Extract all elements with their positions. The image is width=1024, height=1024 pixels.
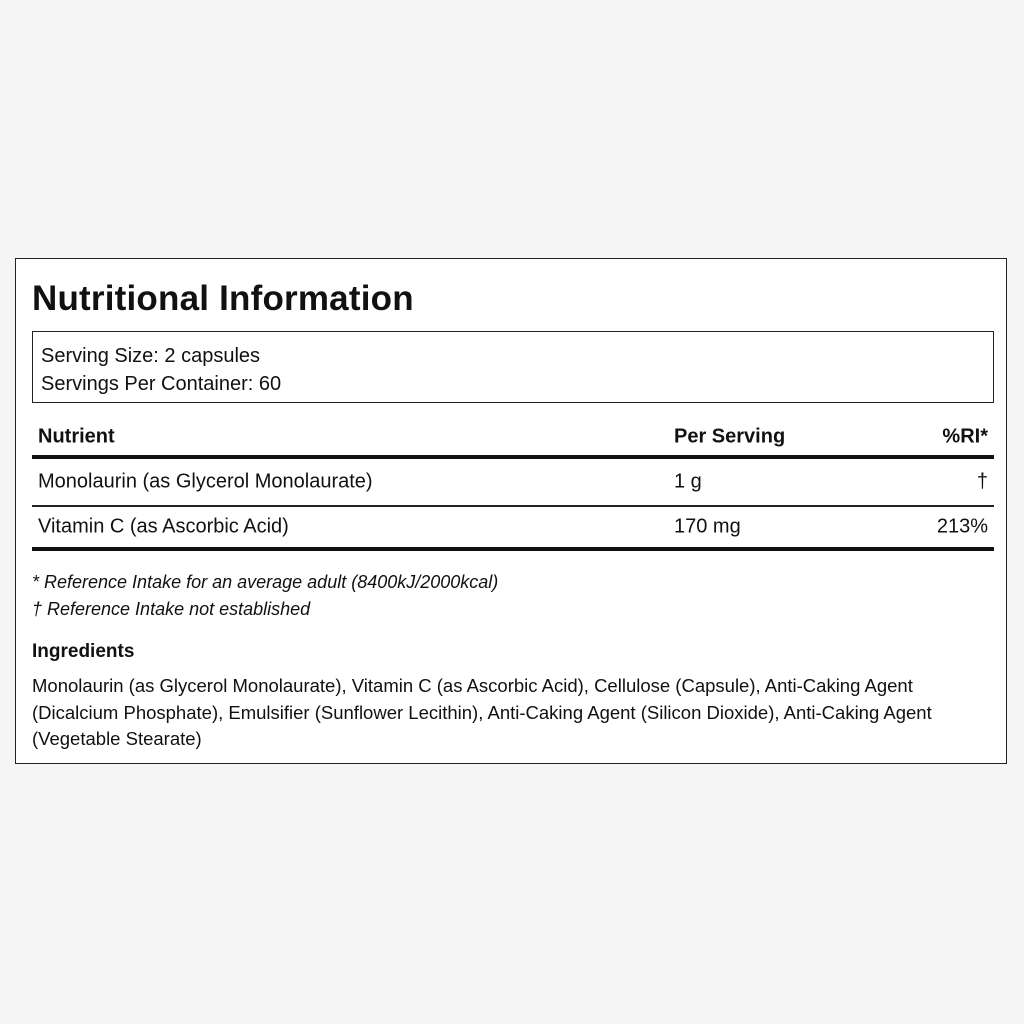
row-per-serving: 170 mg xyxy=(674,515,741,537)
table-header-row xyxy=(32,419,994,455)
ingredients-text: Monolaurin (as Glycerol Monolaurate), Vitamin C (as Ascorbic Acid), Cellulose (Capsule), Anti-Caking Agent (Dicalcium Phosphate), Emulsifier (Sunflower Lecithin), Anti-Caking Agent (Silicon Dioxide), Anti-Caking Agent (Vegetable Stearate) xyxy=(32,675,932,749)
ingredients-heading: Ingredients xyxy=(32,641,135,662)
header-ri: %RI* xyxy=(942,425,988,448)
row-per-serving: 1 g xyxy=(674,470,702,493)
table-bottom-divider xyxy=(32,547,994,551)
row-nutrient: Vitamin C (as Ascorbic Acid) xyxy=(38,515,289,537)
table-row xyxy=(32,459,994,505)
table-row xyxy=(32,507,994,547)
footnote-not-established: † Reference Intake not established xyxy=(32,599,311,619)
row-ri: † xyxy=(976,470,988,493)
row-ri: 213% xyxy=(936,515,988,537)
header-per-serving: Per Serving xyxy=(674,425,786,448)
nutrition-panel xyxy=(15,258,1007,764)
nutrient-table xyxy=(32,419,994,551)
panel-title: Nutritional Information xyxy=(32,279,414,318)
serving-size: Serving Size: 2 capsules xyxy=(41,345,261,367)
servings-per-container: Servings Per Container: 60 xyxy=(41,373,282,395)
row-nutrient: Monolaurin (as Glycerol Monolaurate) xyxy=(38,470,373,493)
footnotes xyxy=(32,569,498,623)
footnote-reference-intake: * Reference Intake for an average adult (8400kJ/2000kcal) xyxy=(32,572,499,592)
header-nutrient: Nutrient xyxy=(38,425,115,448)
serving-info-box xyxy=(32,331,994,403)
